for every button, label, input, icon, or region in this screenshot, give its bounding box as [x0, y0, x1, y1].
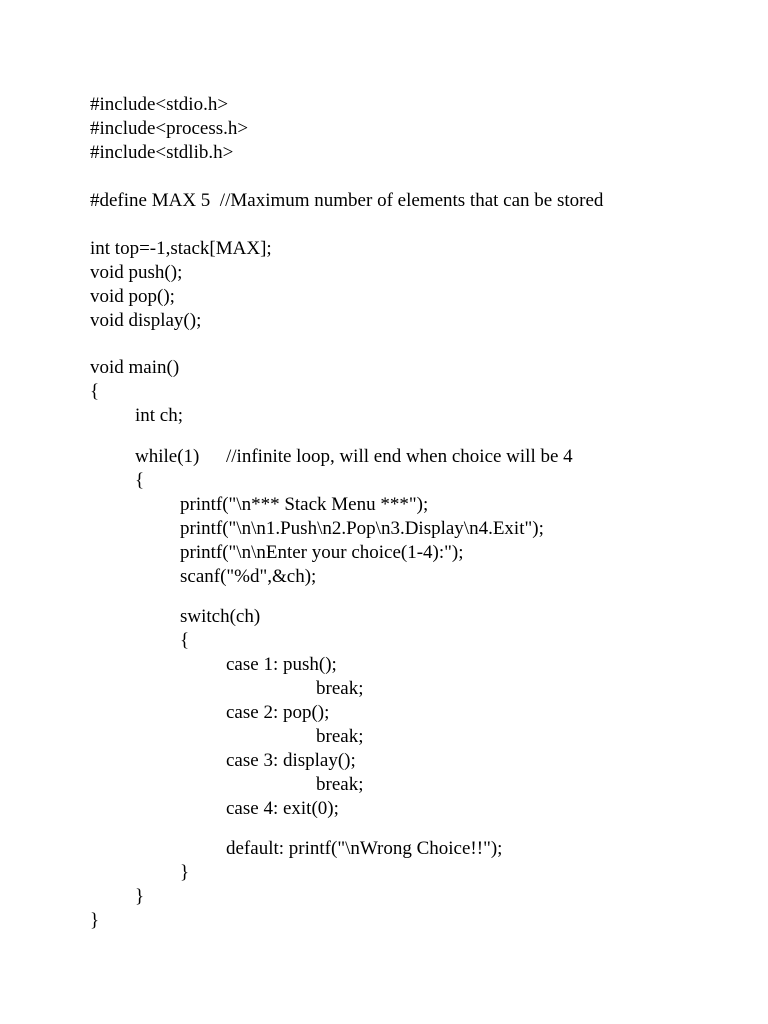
- code-line-globals: int top=-1,stack[MAX];: [90, 238, 272, 259]
- code-line-case-1: case 1: push();: [226, 654, 337, 675]
- code-line-break-2: break;: [316, 726, 364, 747]
- code-line-while-open-brace: {: [135, 470, 145, 491]
- code-line-printf-menu: printf("\n*** Stack Menu ***");: [180, 494, 429, 515]
- code-line-main-open-brace: {: [90, 381, 100, 402]
- code-line-main-close-brace: }: [90, 910, 100, 931]
- code-line-case-3: case 3: display();: [226, 750, 356, 771]
- code-line-break-3: break;: [316, 774, 364, 795]
- code-line-default: default: printf("\nWrong Choice!!");: [226, 838, 503, 859]
- code-line-switch-open-brace: {: [180, 630, 190, 651]
- code-line-switch: switch(ch): [180, 606, 261, 627]
- code-line-push-decl: void push();: [90, 262, 183, 283]
- code-line-include-stdio: #include<stdio.h>: [90, 94, 229, 115]
- code-line-int-ch: int ch;: [135, 405, 184, 426]
- code-line-include-process: #include<process.h>: [90, 118, 249, 139]
- code-line-main: void main(): [90, 357, 180, 378]
- code-line-while: while(1): [135, 446, 200, 467]
- code-line-while-comment: //infinite loop, will end when choice will be 4: [226, 446, 573, 467]
- code-line-pop-decl: void pop();: [90, 286, 175, 307]
- code-line-define-max: #define MAX 5 //Maximum number of elements that can be stored: [90, 190, 604, 211]
- code-line-case-4: case 4: exit(0);: [226, 798, 339, 819]
- code-line-printf-options: printf("\n\n1.Push\n2.Pop\n3.Display\n4.Exit");: [180, 518, 544, 539]
- code-line-switch-close-brace: }: [180, 862, 190, 883]
- code-line-scanf: scanf("%d",&ch);: [180, 566, 317, 587]
- code-line-while-close-brace: }: [135, 886, 145, 907]
- code-line-display-decl: void display();: [90, 310, 202, 331]
- code-line-include-stdlib: #include<stdlib.h>: [90, 142, 234, 163]
- code-line-case-2: case 2: pop();: [226, 702, 330, 723]
- code-line-printf-choice: printf("\n\nEnter your choice(1-4):");: [180, 542, 464, 563]
- code-line-break-1: break;: [316, 678, 364, 699]
